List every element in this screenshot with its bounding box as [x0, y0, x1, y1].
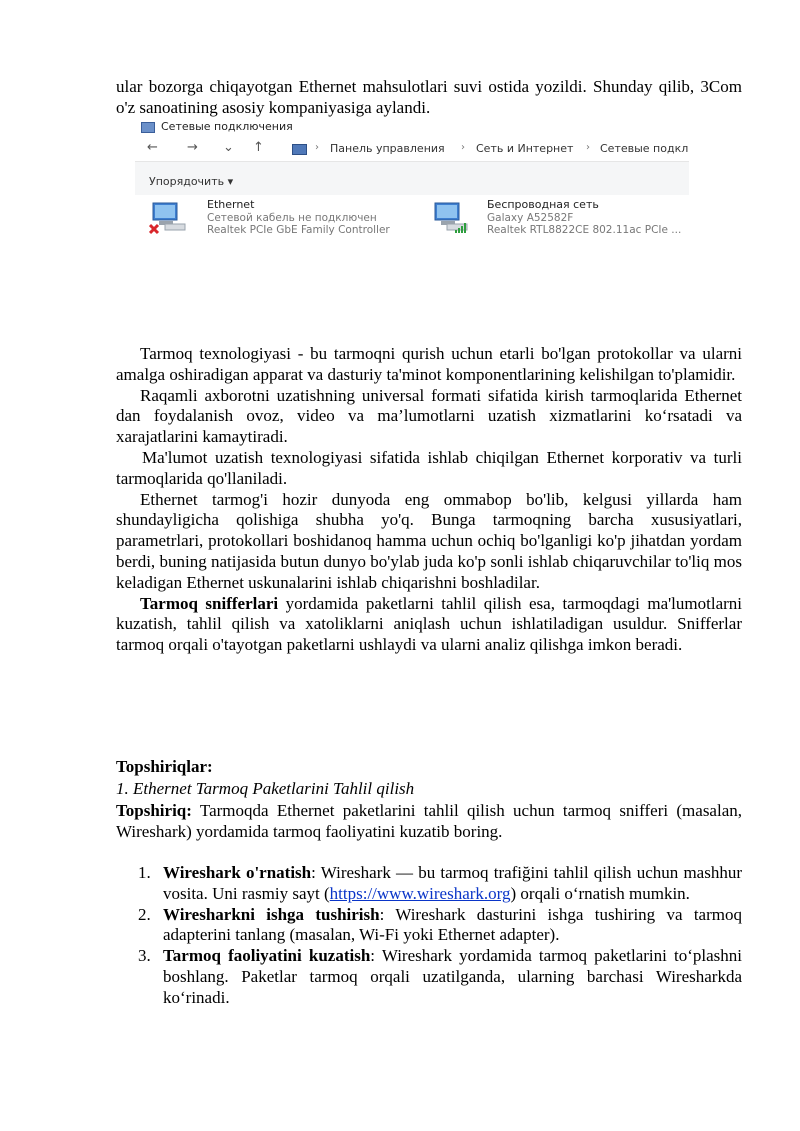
up-arrow-icon[interactable]: ↑ — [253, 140, 264, 155]
back-arrow-icon[interactable]: ← — [147, 140, 158, 155]
list-number: 1. — [138, 863, 151, 882]
step-text-end: ) orqali o‘rnatish mumkin. — [510, 883, 690, 903]
list-number: 2. — [138, 904, 151, 924]
connection-device: Realtek RTL8822CE 802.11ac PCIe ... — [487, 224, 682, 236]
body-text — [116, 344, 742, 656]
connection-status: Galaxy A52582F — [487, 212, 574, 224]
step-text: : Wireshark yordamida tarmoq paketlarini to‘plashni boshlang. Paketlar tarmoq orqali uzatilganda, ularning barchasi Wiresharkda ko‘rinadi. — [163, 946, 742, 1007]
wifi-adapter-icon — [429, 201, 469, 235]
list-item — [116, 905, 742, 947]
breadcrumb-control-panel[interactable]: Панель управления — [330, 142, 445, 155]
steps-list — [116, 863, 742, 1009]
toolbar — [135, 162, 689, 195]
intro-block — [116, 77, 742, 119]
step-title: Tarmoq faoliyatini kuzatish — [163, 946, 371, 966]
step-title: Wireshark o'rnatish — [163, 863, 312, 882]
recent-dropdown-icon[interactable]: ⌄ — [223, 140, 234, 155]
connection-item-ethernet[interactable] — [149, 199, 419, 239]
connection-device: Realtek PCIe GbE Family Controller — [207, 224, 390, 236]
paragraph-4: Ethernet tarmog'i hozir dunyoda eng ommabop bo'lib, kelgusi yillarda ham shundayligicha qolishiga shubha yo'q. Bunga tarmoqning barcha xususiyatlari, parametrlari, protokollari boshidanoq hamma uchun ochiq bo'lganligi ko'p jihatdan yordam berdi, buning natijasida butun dunyo bo'ylab juda ko'p sonli ishlab chiqaruvchilar to'liq mos keladigan Ethernet uskunalarini ishlab chiqarishni boshladilar. — [116, 489, 742, 592]
connection-item-wireless[interactable] — [429, 199, 687, 239]
paragraph-2: Raqamli axborotni uzatishning universal formati sifatida kirish tarmoqlarida Ethernet dan foydalanish ovoz, video va ma’lumotlarni uzatish xizmatlarini ko‘rsatadi va xarajatlarini kamaytiradi. — [116, 385, 742, 447]
intro-paragraph: ular bozorga chiqayotgan Ethernet mahsulotlari suvi ostida yozildi. Shunday qilib, 3Com o'z sanoatining asosiy kompaniyasiga aylandi. — [116, 77, 742, 117]
window-title: Сетевые подключения — [161, 120, 293, 133]
forward-arrow-icon[interactable]: → — [187, 140, 198, 155]
paragraph-3: Ma'lumot uzatish texnologiyasi sifatida ishlab chiqilgan Ethernet korporativ va turli tarmoqlarida qo'llaniladi. — [116, 447, 742, 488]
address-bar — [135, 135, 689, 162]
step-text: : Wireshark — bu tarmoq trafiğini tahlil qilish uchun mashhur vosita. Uni rasmiy sayt ( — [163, 863, 743, 903]
breadcrumb-network-connections[interactable]: Сетевые подкл — [600, 142, 689, 155]
chevron-right-icon: › — [586, 142, 590, 153]
connection-name: Ethernet — [207, 198, 255, 211]
task-text: Tarmoqda Ethernet paketlarini tahlil qilish uchun tarmoq snifferi (masalan, Wireshark) yordamida tarmoq faoliyatini kuzatib boring. — [116, 801, 742, 841]
chevron-right-icon: › — [315, 142, 319, 153]
network-folder-icon — [141, 122, 155, 133]
wireshark-link[interactable]: https://www.wireshark.org — [329, 883, 511, 903]
paragraph-5 — [116, 594, 742, 656]
paragraph-5-text: yordamida paketlarni tahlil qilish esa, tarmoqdagi ma'lumotlarni kuzatish, tahlil qilish va xatoliklarni aniqlash uchun ishlatiladigan usuldur. Snifferlar tarmoq orqali o'tayotgan paketlarni ushlaydi va ularni analiz qilishga imkon beradi. — [116, 593, 743, 655]
task-description — [116, 801, 742, 843]
paragraph-1: Tarmoq texnologiyasi - bu tarmoqni qurish uchun etarli bo'lgan protokollar va ularni amalga oshiradigan apparat va dasturiy ta'minot komponentlarining kelishilgan to'plamidir. — [116, 344, 742, 384]
tasks-subheading: 1. Ethernet Tarmoq Paketlarini Tahlil qilish — [116, 779, 415, 798]
list-item — [116, 946, 742, 1008]
control-panel-icon — [292, 144, 307, 155]
chevron-right-icon: › — [461, 142, 465, 153]
breadcrumb-network-internet[interactable]: Сеть и Интернет — [476, 142, 574, 155]
step-title: Wiresharkni ishga tushirish — [163, 904, 380, 924]
network-connections-screenshot — [135, 119, 689, 243]
task-label: Topshiriq: — [116, 801, 192, 820]
connection-status: Сетевой кабель не подключен — [207, 212, 377, 224]
list-number: 3. — [138, 946, 151, 966]
ethernet-disconnected-icon — [149, 201, 189, 235]
connection-name: Беспроводная сеть — [487, 198, 599, 211]
organize-button[interactable]: Упорядочить ▾ — [149, 175, 234, 188]
tasks-heading: Topshiriqlar: — [116, 757, 213, 776]
list-item — [116, 863, 742, 905]
term-sniffers: Tarmoq snifferlari — [140, 593, 279, 613]
window-title-bar — [135, 119, 689, 135]
step-text: : Wireshark dasturini ishga tushiring va tarmoq adapterini tanlang (masalan, Wi-Fi yoki Ethernet adapter). — [163, 904, 742, 945]
